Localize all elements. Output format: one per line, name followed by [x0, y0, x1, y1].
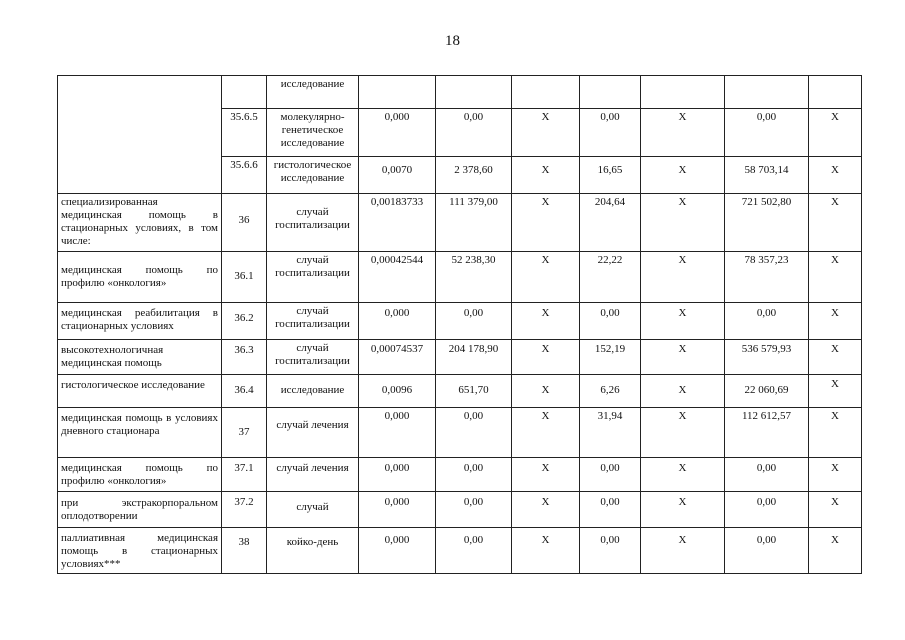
value-cell: 0,00: [725, 109, 809, 157]
value-cell: 0,00: [725, 303, 809, 340]
code-cell: 35.6.6: [222, 157, 267, 194]
value-cell: Х: [512, 303, 580, 340]
value-cell: Х: [641, 252, 725, 303]
value-cell: Х: [809, 340, 862, 375]
code-cell: 38: [222, 528, 267, 574]
value-cell: 651,70: [436, 375, 512, 408]
table-row: [58, 408, 862, 458]
value-cell: 0,00042544: [359, 252, 436, 303]
value-cell: 0,00: [725, 458, 809, 492]
code-cell: 36: [222, 194, 267, 252]
unit-cell: случай госпитализации: [267, 194, 359, 252]
value-cell: 31,94: [580, 408, 641, 458]
value-cell: 16,65: [580, 157, 641, 194]
code-cell: 37.1: [222, 458, 267, 492]
value-cell: Х: [809, 492, 862, 528]
code-cell: 36.2: [222, 303, 267, 340]
unit-cell: случай госпитализации: [267, 340, 359, 375]
value-cell: 0,00: [580, 109, 641, 157]
value-cell: 2 378,60: [436, 157, 512, 194]
value-cell: 0,00183733: [359, 194, 436, 252]
value-cell: Х: [641, 492, 725, 528]
value-cell: 0,00: [436, 492, 512, 528]
value-cell: 0,0096: [359, 375, 436, 408]
code-cell: 36.1: [222, 252, 267, 303]
value-cell: 0,00: [580, 528, 641, 574]
value-cell: Х: [641, 340, 725, 375]
value-cell: [641, 76, 725, 109]
value-cell: Х: [809, 157, 862, 194]
value-cell: [580, 76, 641, 109]
name-cell: специализированная медицинская помощь в стационарных условиях, в том числе:: [58, 194, 222, 252]
value-cell: [512, 76, 580, 109]
value-cell: Х: [641, 303, 725, 340]
value-cell: 204 178,90: [436, 340, 512, 375]
name-cell: [58, 76, 222, 194]
value-cell: 0,000: [359, 303, 436, 340]
name-cell: при экстракорпоральном оплодотворении: [58, 492, 222, 528]
value-cell: Х: [641, 458, 725, 492]
value-cell: 0,00: [580, 458, 641, 492]
value-cell: [725, 76, 809, 109]
code-cell: 36.3: [222, 340, 267, 375]
value-cell: 0,000: [359, 458, 436, 492]
value-cell: 204,64: [580, 194, 641, 252]
code-cell: 37: [222, 408, 267, 458]
value-cell: Х: [641, 157, 725, 194]
table-row: [58, 492, 862, 528]
value-cell: 58 703,14: [725, 157, 809, 194]
value-cell: 0,00: [436, 109, 512, 157]
table-row: [58, 252, 862, 303]
value-cell: Х: [809, 303, 862, 340]
value-cell: 0,00: [725, 492, 809, 528]
unit-cell: случай лечения: [267, 458, 359, 492]
value-cell: 0,00: [725, 528, 809, 574]
code-cell: 36.4: [222, 375, 267, 408]
unit-cell: случай лечения: [267, 408, 359, 458]
unit-cell: койко-день: [267, 528, 359, 574]
name-cell: медицинская помощь в условиях дневного стационара: [58, 408, 222, 458]
value-cell: 6,26: [580, 375, 641, 408]
table-row: [58, 375, 862, 408]
value-cell: 721 502,80: [725, 194, 809, 252]
value-cell: 152,19: [580, 340, 641, 375]
value-cell: 52 238,30: [436, 252, 512, 303]
unit-cell: случай госпитализации: [267, 252, 359, 303]
table-row: [58, 194, 862, 252]
table-row: [58, 458, 862, 492]
value-cell: Х: [512, 252, 580, 303]
value-cell: 0,00: [580, 303, 641, 340]
value-cell: 0,00: [436, 303, 512, 340]
value-cell: [809, 76, 862, 109]
value-cell: 0,00: [436, 458, 512, 492]
value-cell: Х: [641, 109, 725, 157]
value-cell: Х: [809, 375, 862, 408]
data-table: [57, 75, 862, 574]
value-cell: 22,22: [580, 252, 641, 303]
unit-cell: гистологическое исследование: [267, 157, 359, 194]
value-cell: Х: [809, 109, 862, 157]
code-cell: 35.6.5: [222, 109, 267, 157]
value-cell: Х: [809, 528, 862, 574]
value-cell: Х: [809, 458, 862, 492]
value-cell: 0,00: [436, 408, 512, 458]
value-cell: [359, 76, 436, 109]
value-cell: Х: [641, 528, 725, 574]
value-cell: Х: [512, 408, 580, 458]
value-cell: [436, 76, 512, 109]
unit-cell: молекулярно-генетическое исследование: [267, 109, 359, 157]
value-cell: Х: [512, 458, 580, 492]
table-row: [58, 340, 862, 375]
value-cell: 0,00: [436, 528, 512, 574]
value-cell: 0,0070: [359, 157, 436, 194]
unit-cell: исследование: [267, 375, 359, 408]
table-row: [58, 303, 862, 340]
value-cell: Х: [512, 194, 580, 252]
page-number: 18: [445, 33, 460, 49]
name-cell: гистологическое исследование: [58, 375, 222, 408]
name-cell: медицинская реабилитация в стационарных условиях: [58, 303, 222, 340]
name-cell: медицинская помощь по профилю «онкология»: [58, 458, 222, 492]
value-cell: Х: [641, 408, 725, 458]
value-cell: 22 060,69: [725, 375, 809, 408]
unit-cell: случай госпитализации: [267, 303, 359, 340]
value-cell: 0,00: [580, 492, 641, 528]
value-cell: Х: [512, 528, 580, 574]
value-cell: Х: [809, 194, 862, 252]
name-cell: паллиативная медицинская помощь в стационарных условиях***: [58, 528, 222, 574]
value-cell: 0,000: [359, 109, 436, 157]
value-cell: Х: [512, 109, 580, 157]
value-cell: 0,00074537: [359, 340, 436, 375]
value-cell: Х: [809, 408, 862, 458]
value-cell: Х: [512, 492, 580, 528]
unit-cell: исследование: [267, 76, 359, 109]
table-row: [58, 76, 862, 109]
value-cell: 0,000: [359, 492, 436, 528]
value-cell: Х: [512, 375, 580, 408]
table-row: [58, 528, 862, 574]
value-cell: 0,000: [359, 408, 436, 458]
code-cell: 37.2: [222, 492, 267, 528]
unit-cell: случай: [267, 492, 359, 528]
name-cell: медицинская помощь по профилю «онкология»: [58, 252, 222, 303]
code-cell: [222, 76, 267, 109]
value-cell: Х: [809, 252, 862, 303]
value-cell: Х: [641, 194, 725, 252]
value-cell: 0,000: [359, 528, 436, 574]
value-cell: 111 379,00: [436, 194, 512, 252]
value-cell: 536 579,93: [725, 340, 809, 375]
value-cell: 112 612,57: [725, 408, 809, 458]
value-cell: Х: [641, 375, 725, 408]
value-cell: Х: [512, 157, 580, 194]
name-cell: высокотехнологичная медицинская помощь: [58, 340, 222, 375]
value-cell: Х: [512, 340, 580, 375]
value-cell: 78 357,23: [725, 252, 809, 303]
